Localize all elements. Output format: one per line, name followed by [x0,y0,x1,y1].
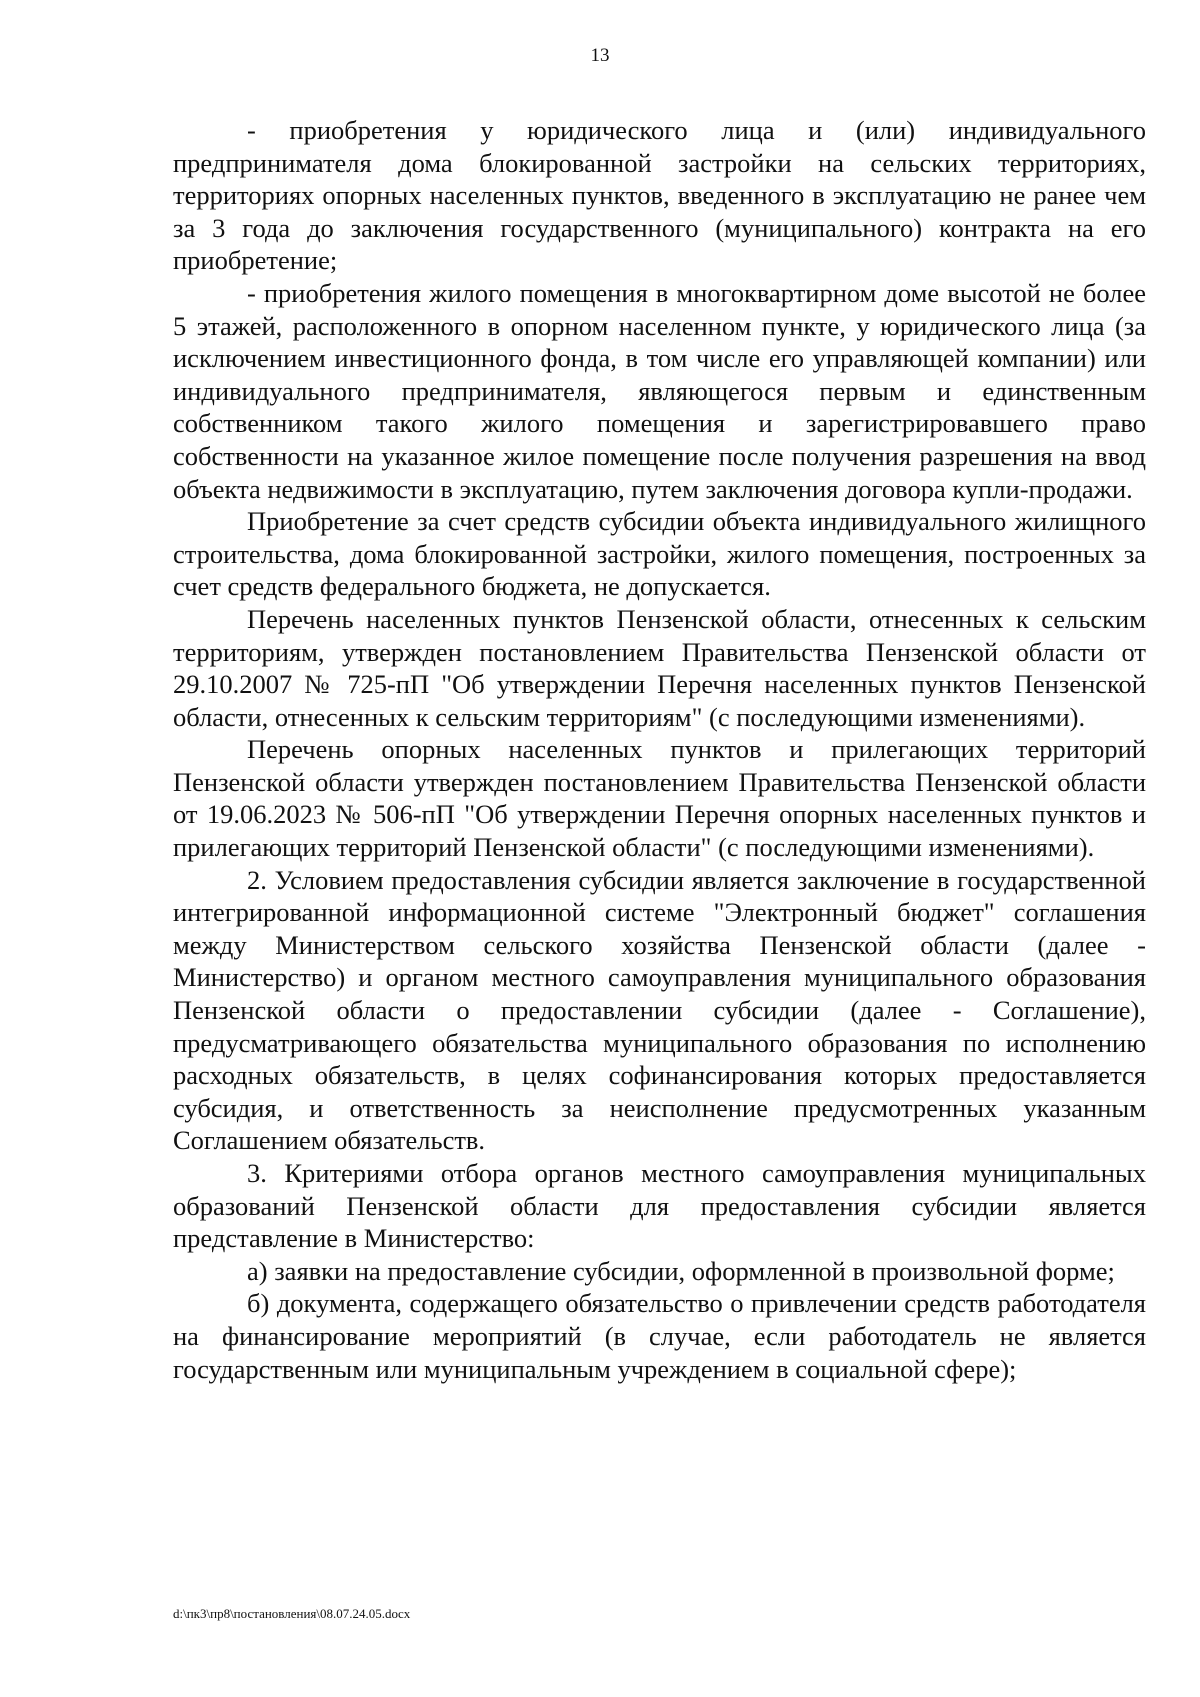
footer-file-path: d:\пк3\пр8\постановления\08.07.24.05.docx [173,1606,411,1621]
paragraph-core-settlements-list: Перечень опорных населенных пунктов и прилегающих территорий Пензенской области утвержден постановлением Правительства Пензенской области от 19.06.2023 № 506-пП "Об утверждении Перечня опорных населенных пунктов и прилегающих территорий Пензенской области" (с последующими изменениями). [173,734,1146,863]
paragraph-apartment-purchase: - приобретения жилого помещения в многоквартирном доме высотой не более 5 этажей, расположенного в опорном населенном пункте, у юридического лица (за исключением инвестиционного фонда, в том числе его управляющей компании) или индивидуального предпринимателя, являющегося первым и единственным собственником такого жилого помещения и зарегистрировавшего право собственности на указанное жилое помещение после получения разрешения на ввод объекта недвижимости в эксплуатацию, путем заключения договора купли-продажи. [173,277,1146,504]
paragraph-townhouse-purchase: - приобретения у юридического лица и (или) индивидуального предпринимателя дома блокированной застройки на сельских территориях, территориях опорных населенных пунктов, введенного в эксплуатацию не ранее чем за 3 года до заключения государственного (муниципального) контракта на его приобретение; [173,115,1146,276]
page-number: 13 [590,45,610,66]
paragraph-item-a: а) заявки на предоставление субсидии, оформленной в произвольной форме; [247,1255,1115,1286]
paragraph-condition-2: 2. Условием предоставления субсидии является заключение в государственной интегрированной информационной системе "Электронный бюджет" соглашения между Министерством сельского хозяйства Пензенской области (далее - Министерство) и органом местного самоуправления муниципального образования Пензенской области о предоставлении субсидии (далее - Соглашение), предусматривающего обязательства муниципального образования по исполнению расходных обязательств, в целях софинансирования которых предоставляется субсидия, и ответственность за неисполнение предусмотренных указанным Соглашением обязательств. [173,864,1146,1156]
paragraph-criteria-3: 3. Критериями отбора органов местного самоуправления муниципальных образований Пензенской области для предоставления субсидии является представление в Министерство: [173,1158,1146,1254]
paragraph-item-b: б) документа, содержащего обязательство о привлечении средств работодателя на финансирование мероприятий (в случае, если работодатель не является государственным или муниципальным учреждением в социальной сфере); [173,1288,1146,1384]
paragraph-federal-budget-restriction: Приобретение за счет средств субсидии объекта индивидуального жилищного строительства, дома блокированной застройки, жилого помещения, построенных за счет средств федерального бюджета, не допускается. [173,506,1146,602]
paragraph-rural-settlements-list: Перечень населенных пунктов Пензенской области, отнесенных к сельским территориям, утвержден постановлением Правительства Пензенской области от 29.10.2007 № 725-пП "Об утверждении Перечня населенных пунктов Пензенской области, отнесенных к сельским территориям" (с последующими изменениями). [173,603,1146,732]
document-body [173,114,1146,1385]
